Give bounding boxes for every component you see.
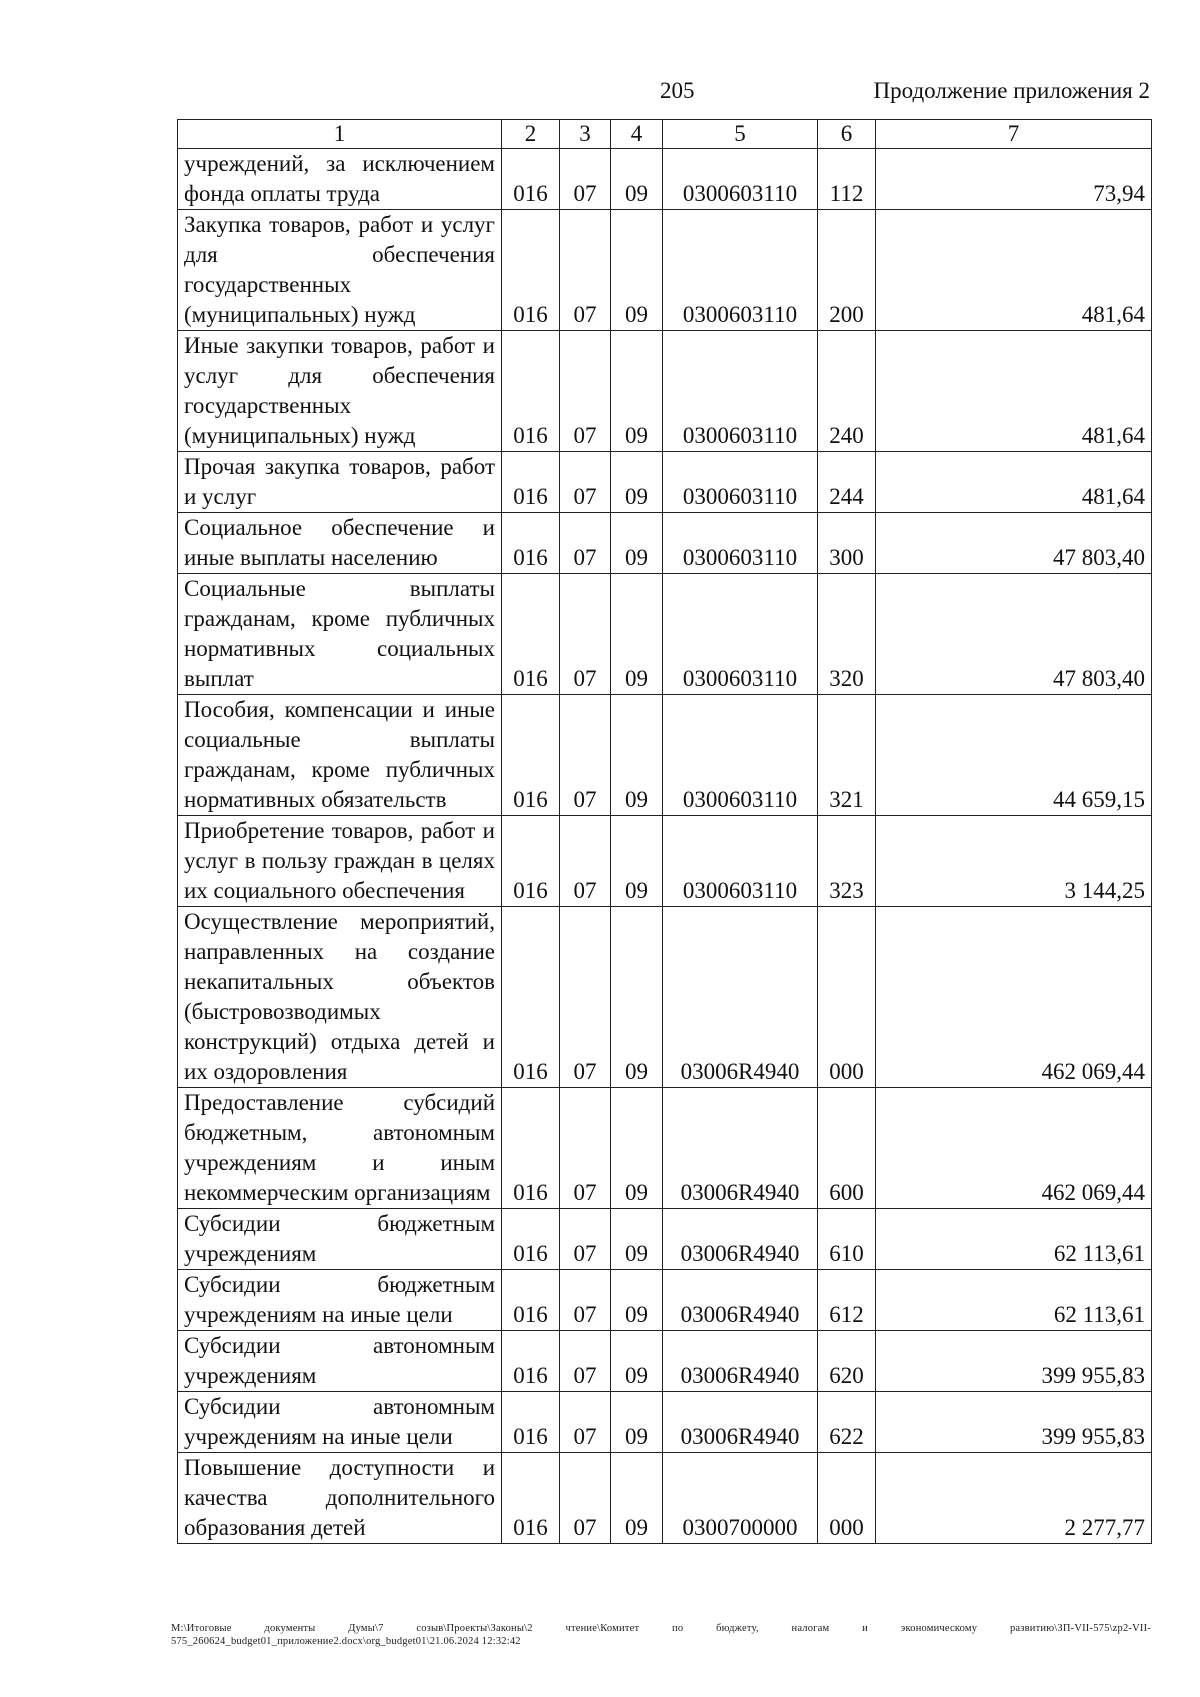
- chapter-code-cell: 016: [502, 1270, 560, 1331]
- table-header-row: [178, 120, 1152, 149]
- chapter-code-cell: 016: [502, 1331, 560, 1392]
- expense-type-cell: 200: [818, 210, 876, 331]
- target-article-cell: 0300603110: [663, 331, 818, 452]
- chapter-code-cell: 016: [502, 452, 560, 513]
- page-header: [0, 78, 1200, 108]
- table-row: [178, 1392, 1152, 1453]
- expense-type-cell: 000: [818, 1453, 876, 1544]
- amount-cell: 462 069,44: [876, 1088, 1152, 1209]
- row-name-cell: Предоставление субсидий бюджетным, автономным учреждениям и иным некоммерческим организациям: [178, 1088, 502, 1209]
- section-code-cell: 07: [560, 210, 611, 331]
- section-code-cell: 07: [560, 907, 611, 1088]
- table-row: [178, 1331, 1152, 1392]
- chapter-code-cell: 016: [502, 331, 560, 452]
- section-code-cell: 07: [560, 1453, 611, 1544]
- expense-type-cell: 300: [818, 513, 876, 574]
- table-row: [178, 1453, 1152, 1544]
- amount-cell: 62 113,61: [876, 1209, 1152, 1270]
- table-row: [178, 210, 1152, 331]
- table-row: [178, 331, 1152, 452]
- chapter-code-cell: 016: [502, 1088, 560, 1209]
- row-name-cell: Пособия, компенсации и иные социальные выплаты гражданам, кроме публичных нормативных обязательств: [178, 695, 502, 816]
- row-name-cell: учреждений, за исключением фонда оплаты труда: [178, 149, 502, 210]
- target-article-cell: 03006R4940: [663, 1392, 818, 1453]
- section-code-cell: 07: [560, 1270, 611, 1331]
- subsection-code-cell: 09: [611, 452, 663, 513]
- expense-type-cell: 620: [818, 1331, 876, 1392]
- chapter-code-cell: 016: [502, 149, 560, 210]
- row-name-cell: Повышение доступности и качества дополнительного образования детей: [178, 1453, 502, 1544]
- chapter-code-cell: 016: [502, 574, 560, 695]
- expense-type-cell: 112: [818, 149, 876, 210]
- column-header: 3: [560, 120, 611, 149]
- chapter-code-cell: 016: [502, 1453, 560, 1544]
- column-header: 7: [876, 120, 1152, 149]
- subsection-code-cell: 09: [611, 149, 663, 210]
- expense-type-cell: 622: [818, 1392, 876, 1453]
- chapter-code-cell: 016: [502, 1392, 560, 1453]
- section-code-cell: 07: [560, 452, 611, 513]
- row-name-cell: Иные закупки товаров, работ и услуг для обеспечения государственных (муниципальных) нужд: [178, 331, 502, 452]
- subsection-code-cell: 09: [611, 331, 663, 452]
- chapter-code-cell: 016: [502, 1209, 560, 1270]
- target-article-cell: 03006R4940: [663, 1331, 818, 1392]
- section-code-cell: 07: [560, 695, 611, 816]
- chapter-code-cell: 016: [502, 210, 560, 331]
- target-article-cell: 03006R4940: [663, 1270, 818, 1331]
- column-header: 5: [663, 120, 818, 149]
- target-article-cell: 0300700000: [663, 1453, 818, 1544]
- subsection-code-cell: 09: [611, 210, 663, 331]
- subsection-code-cell: 09: [611, 1088, 663, 1209]
- expense-type-cell: 600: [818, 1088, 876, 1209]
- row-name-cell: Субсидии бюджетным учреждениям: [178, 1209, 502, 1270]
- expense-type-cell: 320: [818, 574, 876, 695]
- expense-type-cell: 612: [818, 1270, 876, 1331]
- amount-cell: 2 277,77: [876, 1453, 1152, 1544]
- expense-type-cell: 000: [818, 907, 876, 1088]
- amount-cell: 399 955,83: [876, 1331, 1152, 1392]
- chapter-code-cell: 016: [502, 907, 560, 1088]
- amount-cell: 481,64: [876, 331, 1152, 452]
- target-article-cell: 0300603110: [663, 574, 818, 695]
- section-code-cell: 07: [560, 513, 611, 574]
- target-article-cell: 0300603110: [663, 452, 818, 513]
- amount-cell: 481,64: [876, 210, 1152, 331]
- file-path-footer: M:\Итоговые документы Думы\7 созыв\Проекты\Законы\2 чтение\Комитет по бюджету, налогам и экономическому развитию\ЗП-VII-575\zp2-VII-575_260624_budget01_приложение2.docx\org_budget01\21.06.2024 12:32:42: [171, 1623, 1151, 1647]
- subsection-code-cell: 09: [611, 816, 663, 907]
- column-header: 2: [502, 120, 560, 149]
- target-article-cell: 0300603110: [663, 210, 818, 331]
- subsection-code-cell: 09: [611, 1270, 663, 1331]
- subsection-code-cell: 09: [611, 1392, 663, 1453]
- table-row: [178, 1270, 1152, 1331]
- target-article-cell: 0300603110: [663, 816, 818, 907]
- expense-type-cell: 240: [818, 331, 876, 452]
- table-row: [178, 452, 1152, 513]
- table-row: [178, 149, 1152, 210]
- row-name-cell: Закупка товаров, работ и услуг для обеспечения государственных (муниципальных) нужд: [178, 210, 502, 331]
- amount-cell: 47 803,40: [876, 513, 1152, 574]
- amount-cell: 3 144,25: [876, 816, 1152, 907]
- expense-type-cell: 323: [818, 816, 876, 907]
- chapter-code-cell: 016: [502, 513, 560, 574]
- table-row: [178, 907, 1152, 1088]
- amount-cell: 62 113,61: [876, 1270, 1152, 1331]
- target-article-cell: 03006R4940: [663, 1088, 818, 1209]
- subsection-code-cell: 09: [611, 1209, 663, 1270]
- page-number: 205: [660, 78, 695, 103]
- target-article-cell: 0300603110: [663, 513, 818, 574]
- row-name-cell: Осуществление мероприятий, направленных на создание некапитальных объектов (быстровозводимых конструкций) отдыха детей и их оздоровления: [178, 907, 502, 1088]
- continuation-label: Продолжение приложения 2: [873, 78, 1150, 103]
- amount-cell: 47 803,40: [876, 574, 1152, 695]
- expense-type-cell: 610: [818, 1209, 876, 1270]
- column-header: 4: [611, 120, 663, 149]
- section-code-cell: 07: [560, 1392, 611, 1453]
- row-name-cell: Субсидии автономным учреждениям: [178, 1331, 502, 1392]
- subsection-code-cell: 09: [611, 1331, 663, 1392]
- table-row: [178, 1209, 1152, 1270]
- expense-type-cell: 321: [818, 695, 876, 816]
- section-code-cell: 07: [560, 1209, 611, 1270]
- amount-cell: 399 955,83: [876, 1392, 1152, 1453]
- section-code-cell: 07: [560, 816, 611, 907]
- amount-cell: 44 659,15: [876, 695, 1152, 816]
- expense-type-cell: 244: [818, 452, 876, 513]
- amount-cell: 481,64: [876, 452, 1152, 513]
- row-name-cell: Социальные выплаты гражданам, кроме публичных нормативных социальных выплат: [178, 574, 502, 695]
- column-header: 6: [818, 120, 876, 149]
- subsection-code-cell: 09: [611, 907, 663, 1088]
- table-row: [178, 574, 1152, 695]
- table-row: [178, 513, 1152, 574]
- budget-table: [177, 119, 1152, 1544]
- subsection-code-cell: 09: [611, 513, 663, 574]
- table-row: [178, 816, 1152, 907]
- section-code-cell: 07: [560, 574, 611, 695]
- chapter-code-cell: 016: [502, 816, 560, 907]
- subsection-code-cell: 09: [611, 574, 663, 695]
- row-name-cell: Прочая закупка товаров, работ и услуг: [178, 452, 502, 513]
- row-name-cell: Субсидии автономным учреждениям на иные цели: [178, 1392, 502, 1453]
- table-row: [178, 1088, 1152, 1209]
- row-name-cell: Приобретение товаров, работ и услуг в пользу граждан в целях их социального обеспечения: [178, 816, 502, 907]
- section-code-cell: 07: [560, 149, 611, 210]
- section-code-cell: 07: [560, 1331, 611, 1392]
- target-article-cell: 0300603110: [663, 149, 818, 210]
- column-header: 1: [178, 120, 502, 149]
- subsection-code-cell: 09: [611, 1453, 663, 1544]
- chapter-code-cell: 016: [502, 695, 560, 816]
- subsection-code-cell: 09: [611, 695, 663, 816]
- section-code-cell: 07: [560, 1088, 611, 1209]
- target-article-cell: 03006R4940: [663, 907, 818, 1088]
- section-code-cell: 07: [560, 331, 611, 452]
- table-row: [178, 695, 1152, 816]
- amount-cell: 73,94: [876, 149, 1152, 210]
- row-name-cell: Социальное обеспечение и иные выплаты населению: [178, 513, 502, 574]
- amount-cell: 462 069,44: [876, 907, 1152, 1088]
- target-article-cell: 03006R4940: [663, 1209, 818, 1270]
- row-name-cell: Субсидии бюджетным учреждениям на иные цели: [178, 1270, 502, 1331]
- target-article-cell: 0300603110: [663, 695, 818, 816]
